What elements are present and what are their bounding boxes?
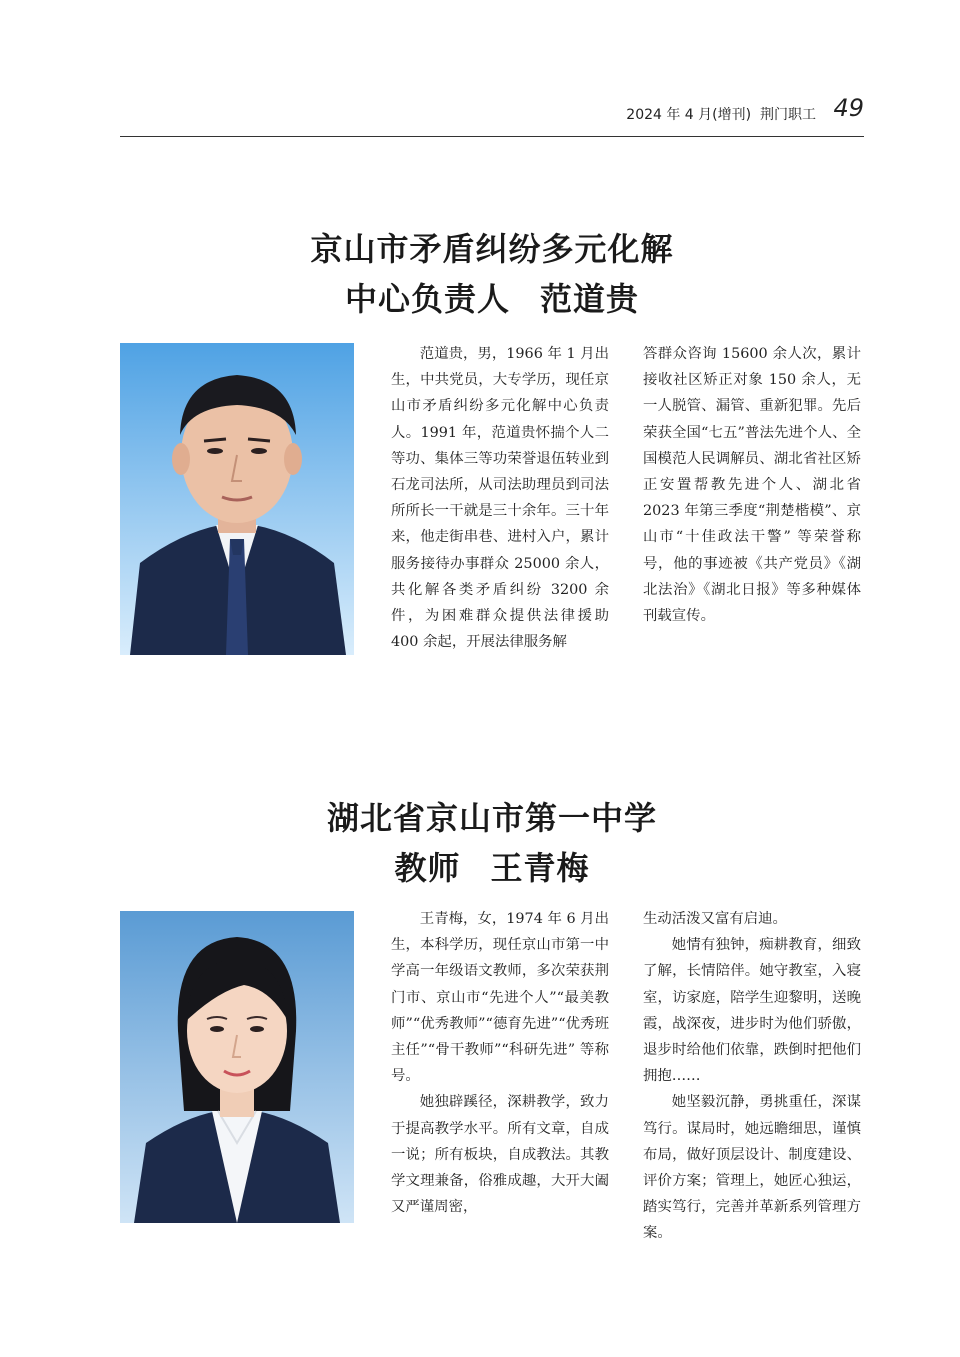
article2-title-role: 教师 <box>394 849 461 887</box>
article1-title-line2 <box>120 274 864 324</box>
article1-col2-paragraph: 答群众咨询 15600 余人次，累计接收社区矫正对象 150 余人，无一人脱管、漏管、重新犯罪。先后荣获全国“七五”普法先进个人、全国模范人民调解员、湖北省社区矫正安置帮教先进个人、湖北省 2023 年第三季度“荆楚楷模”、京山市“十佳政法干警” 等荣誉称号，他的事迹被《共产党员》《湖北法治》《湖北日报》等多种媒体刊载宣传。 <box>643 346 861 625</box>
article2-title-name: 王青梅 <box>490 849 590 887</box>
header-issue: 2024 年 4 月(增刊) <box>626 107 752 123</box>
running-header <box>120 92 864 137</box>
article1-title-line1: 京山市矛盾纠纷多元化解 <box>310 230 674 268</box>
header-magazine: 荆门职工 <box>760 107 816 123</box>
page-number: 49 <box>833 94 864 122</box>
article2-col2-paragraph-2: 她情有独钟，痴耕教育，细致了解，长情陪伴。她守教室，入寝室，访家庭，陪学生迎黎明，送晚霞，战深夜，进步时为他们骄傲，退步时给他们依靠，跌倒时把他们拥抱…… <box>643 937 861 1085</box>
portrait-wang-illustration <box>120 911 354 1223</box>
article2-title-line1: 湖北省京山市第一中学 <box>326 799 657 837</box>
article1-title-name: 范道贵 <box>540 280 640 318</box>
article2-column2 <box>643 906 861 1247</box>
article1-column1 <box>391 341 609 655</box>
article2-col2-paragraph-1: 生动活泼又富有启迪。 <box>643 911 787 927</box>
article2-col2-paragraph-3: 她坚毅沉静，勇挑重任，深谋笃行。谋局时，她远瞻细思，谨慎布局，做好顶层设计、制度建设、评价方案；管理上，她匠心独运，踏实笃行，完善并革新系列管理方案。 <box>643 1094 861 1242</box>
article2-col1-paragraph-1: 王青梅，女，1974 年 6 月出生，本科学历，现任京山市第一中学高一年级语文教师，多次荣获荆门市、京山市“先进个人”“最美教师”“优秀教师”“德育先进”“优秀班主任”“骨干教师”“科研先进” 等称号。 <box>391 911 609 1085</box>
article1-title <box>120 224 864 324</box>
portrait-photo-wang <box>120 911 354 1223</box>
article2-column1 <box>391 906 609 1220</box>
article2-col1-paragraph-2: 她独辟蹊径，深耕教学，致力于提高教学水平。所有文章，自成一说；所有板块，自成教法。其教学文理兼备，俗雅成趣，大开大阖又严谨周密， <box>391 1094 609 1216</box>
article1-title-role: 中心负责人 <box>344 280 510 318</box>
article2-title <box>120 793 864 893</box>
article1-col1-paragraph: 范道贵，男，1966 年 1 月出生，中共党员，大专学历，现任京山市矛盾纠纷多元化解中心负责人。1991 年，范道贵怀揣个人二等功、集体三等功荣誉退伍转业到石龙司法所，从司法助理员到司法所所长一干就是三十余年。三十年来，他走街串巷、进村入户，累计服务接待办事群众 25000 余人，共化解各类矛盾纠纷 3200 余件，为困难群众提供法律援助 400 余起，开展法律服务解 <box>391 346 609 651</box>
article1-column2 <box>643 341 861 629</box>
portrait-fan-illustration <box>120 343 354 655</box>
article2-title-line2 <box>120 843 864 893</box>
header-issue-and-magazine <box>626 104 816 124</box>
portrait-photo-fan <box>120 343 354 655</box>
